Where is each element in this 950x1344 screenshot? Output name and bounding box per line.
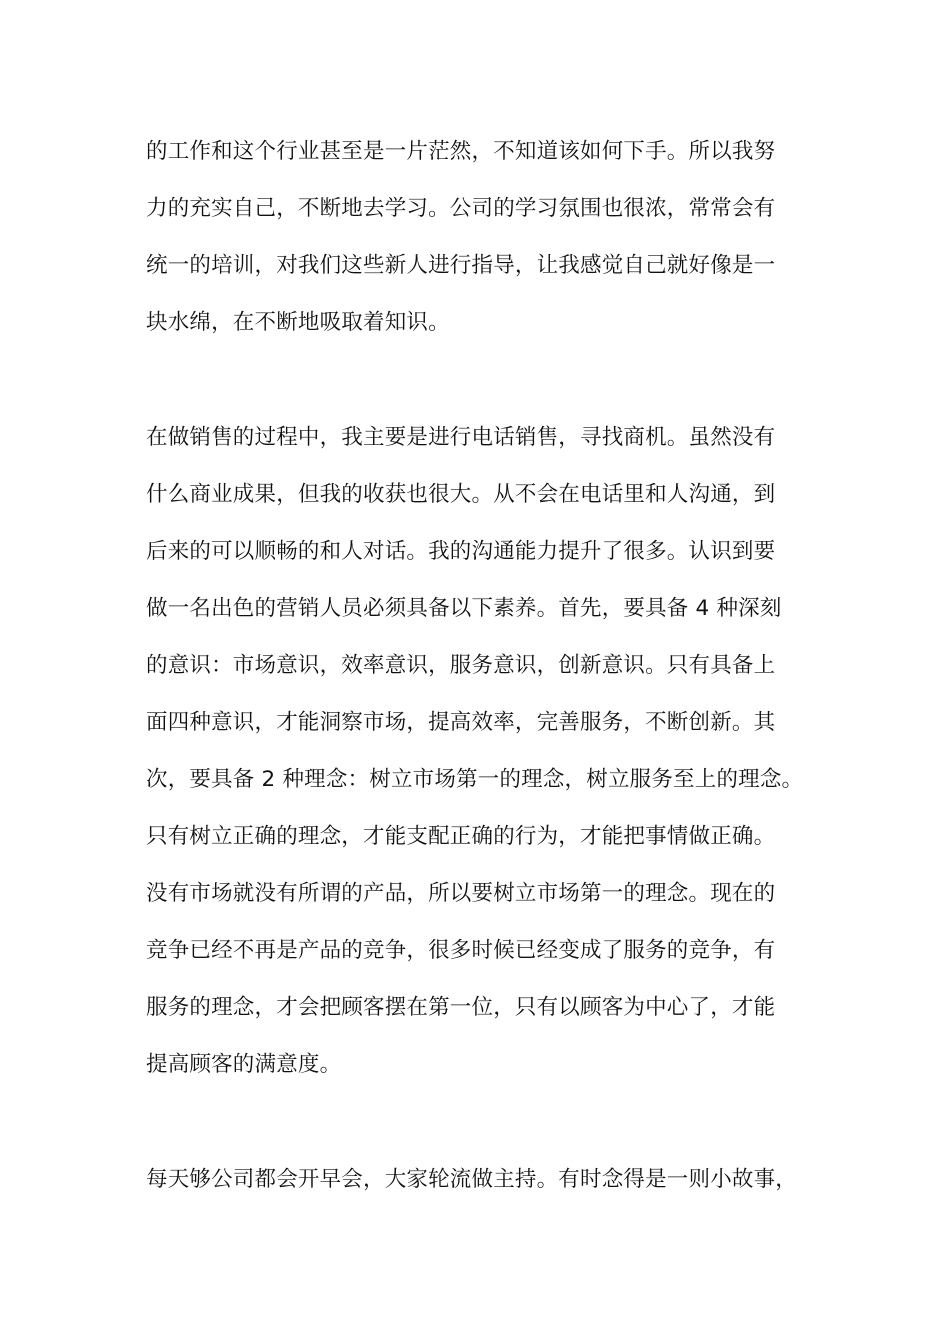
paragraph-2-line-9: 没有市场就没有所谓的产品，所以要树立市场第一的理念。现在的: [146, 881, 776, 906]
paragraph-1-line-2: 力的充实自己，不断地去学习。公司的学习氛围也很浓，常常会有: [146, 196, 776, 221]
paragraph-2-line-7: 次，要具备 2 种理念：树立市场第一的理念，树立服务至上的理念。: [146, 767, 804, 792]
paragraph-2-line-11: 服务的理念，才会把顾客摆在第一位，只有以顾客为中心了，才能: [146, 995, 776, 1020]
paragraph-2-line-10: 竞争已经不再是产品的竞争，很多时候已经变成了服务的竞争，有: [146, 938, 776, 963]
paragraph-2-line-6: 面四种意识，才能洞察市场，提高效率，完善服务，不断创新。其: [146, 710, 776, 735]
paragraph-2-line-3: 后来的可以顺畅的和人对话。我的沟通能力提升了很多。认识到要: [146, 539, 776, 564]
paragraph-1-line-4: 块水绵，在不断地吸取着知识。: [146, 310, 450, 335]
paragraph-2-line-12: 提高顾客的满意度。: [146, 1052, 342, 1077]
paragraph-2-line-5: 的意识：市场意识，效率意识，服务意识，创新意识。只有具备上: [146, 653, 776, 678]
paragraph-2-line-4: 做一名出色的营销人员必须具备以下素养。首先，要具备 4 种深刻: [146, 596, 782, 621]
paragraph-2-line-2: 什么商业成果，但我的收获也很大。从不会在电话里和人沟通，到: [146, 482, 776, 507]
paragraph-2-line-8: 只有树立正确的理念，才能支配正确的行为，才能把事情做正确。: [146, 824, 776, 849]
paragraph-3-line-1: 每天够公司都会开早会，大家轮流做主持。有时念得是一则小故事，: [146, 1167, 798, 1192]
paragraph-1-line-3: 统一的培训，对我们这些新人进行指导，让我感觉自己就好像是一: [146, 253, 776, 278]
paragraph-2-line-1: 在做销售的过程中，我主要是进行电话销售，寻找商机。虽然没有: [146, 425, 776, 450]
paragraph-1-line-1: 的工作和这个行业甚至是一片茫然，不知道该如何下手。所以我努: [146, 139, 776, 164]
